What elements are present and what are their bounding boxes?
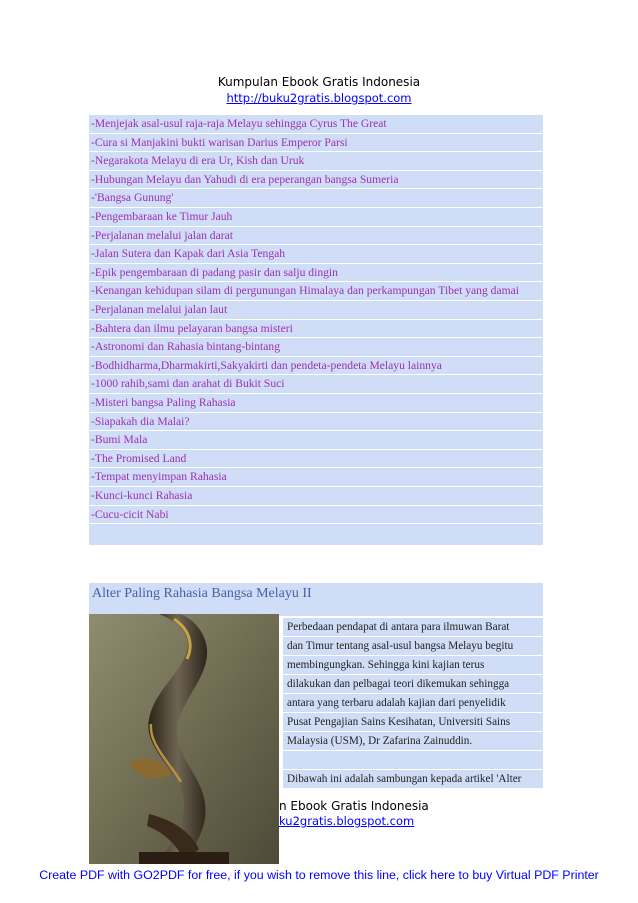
article-line	[283, 694, 543, 713]
article-line-text: dilakukan dan pelbagai teori dikemukan sehingga	[287, 678, 510, 690]
article-title[interactable]: Alter Paling Rahasia Bangsa Melayu II	[92, 586, 312, 601]
footer-title: n Ebook Gratis Indonesia	[279, 799, 429, 813]
toc-item[interactable]	[89, 152, 543, 171]
toc-item[interactable]	[89, 320, 543, 339]
toc-item[interactable]	[89, 171, 543, 190]
article-line	[283, 618, 543, 637]
toc-item[interactable]	[89, 357, 543, 376]
toc-item-label: -Pengembaraan ke Timur Jauh	[91, 210, 233, 223]
toc-item-label: -Astronomi dan Rahasia bintang-bintang	[91, 340, 281, 354]
toc-item-label: -Negarakota Melayu di era Ur, Kish dan Uruk	[91, 154, 305, 168]
toc-item-label: -The Promised Land	[91, 451, 187, 465]
toc-item-label: -Tempat menyimpan Rahasia	[91, 470, 227, 484]
article-line-text: dan Timur tentang asal-usul bangsa Melayu begitu	[287, 640, 514, 652]
article-line-text: antara yang terbaru adalah kajian dari penyelidik	[287, 697, 506, 709]
article-line-text: Perbedaan pendapat di antara para ilmuwan Barat	[287, 621, 510, 633]
toc-item-label: -Jalan Sutera dan Kapak dari Asia Tengah	[91, 247, 286, 261]
toc-item[interactable]	[89, 189, 543, 208]
toc-item[interactable]	[89, 487, 543, 506]
toc-item[interactable]	[89, 227, 543, 246]
toc-item[interactable]	[89, 208, 543, 227]
toc-item-label: -Perjalanan melalui jalan laut	[91, 303, 228, 316]
article-line-text: Pusat Pengajian Sains Kesihatan, Universiti Sains	[287, 716, 511, 728]
toc-item-label: -Epik pengembaraan di padang pasir dan salju dingin	[91, 265, 338, 279]
toc-item-label: -Cura si Manjakini bukti warisan Darius Emperor Parsi	[91, 135, 348, 149]
toc-item[interactable]	[89, 282, 543, 301]
article-line-text: membingungkan. Sehingga kini kajian terus	[287, 659, 485, 671]
article-line	[283, 637, 543, 656]
footer-link[interactable]: ku2gratis.blogspot.com	[279, 814, 415, 828]
article-line	[283, 751, 543, 770]
toc-item[interactable]	[89, 431, 543, 450]
article-title-row	[89, 583, 543, 616]
toc-item[interactable]	[89, 301, 543, 320]
article-line-text: Malaysia (USM), Dr Zafarina Zainuddin.	[287, 735, 473, 747]
toc-item[interactable]	[89, 468, 543, 487]
toc-item-label: -Cucu-cicit Nabi	[91, 507, 169, 521]
toc-item-label: -1000 rahib,sami dan arahat di Bukit Suci	[91, 377, 285, 391]
article-line	[283, 656, 543, 675]
toc-item-label: -Misteri bangsa Paling Rahasia	[91, 396, 236, 409]
toc-item[interactable]	[89, 375, 543, 394]
header-title: Kumpulan Ebook Gratis Indonesia	[217, 75, 421, 89]
toc-item-label: -Siapakah dia Malai?	[91, 414, 190, 428]
kris-dagger-image	[89, 614, 279, 864]
article-body	[283, 618, 543, 788]
toc-item[interactable]	[89, 450, 543, 469]
article-line-text: Dibawah ini adalah sambungan kepada artikel 'Alter	[287, 773, 522, 785]
toc-item-label: -Perjalanan melalui jalan darat	[91, 228, 233, 242]
toc-item[interactable]	[89, 413, 543, 432]
toc-item-label: -Kunci-kunci Rahasia	[91, 489, 193, 502]
toc-item[interactable]	[89, 394, 543, 413]
toc-item[interactable]	[89, 338, 543, 357]
toc-item[interactable]	[89, 115, 543, 134]
toc-list	[89, 115, 543, 545]
toc-item[interactable]	[89, 134, 543, 153]
article-line	[283, 675, 543, 694]
toc-item-label: -'Bangsa Gunung'	[91, 191, 174, 205]
toc-item-label: -Bahtera dan ilmu pelayaran bangsa misteri	[91, 321, 293, 335]
toc-item[interactable]	[89, 245, 543, 264]
toc-item-label: -Kenangan kehidupan silam di pergunungan Himalaya dan perkampungan Tibet yang damai	[91, 284, 520, 298]
kris-photo	[89, 614, 279, 864]
toc-item-label: -Hubungan Melayu dan Yahudi di era peperangan bangsa Sumeria	[91, 172, 399, 186]
toc-item-label: -Bumi Mala	[91, 433, 148, 447]
toc-item[interactable]	[89, 264, 543, 283]
go2pdf-banner[interactable]: Create PDF with GO2PDF for free, if you wish to remove this line, click here to buy Virtual PDF Printer	[39, 868, 599, 882]
article-line	[283, 713, 543, 732]
toc-item-label: -Bodhidharma,Dharmakirti,Sakyakirti dan pendeta-pendeta Melayu lainnya	[91, 358, 442, 372]
page-header	[0, 75, 638, 105]
article-line	[283, 770, 543, 789]
header-link[interactable]: http://buku2gratis.blogspot.com	[226, 91, 412, 105]
toc-item[interactable]	[89, 506, 543, 525]
article-line	[283, 732, 543, 751]
toc-item-label: -Menjejak asal-usul raja-raja Melayu sehingga Cyrus The Great	[91, 117, 387, 130]
